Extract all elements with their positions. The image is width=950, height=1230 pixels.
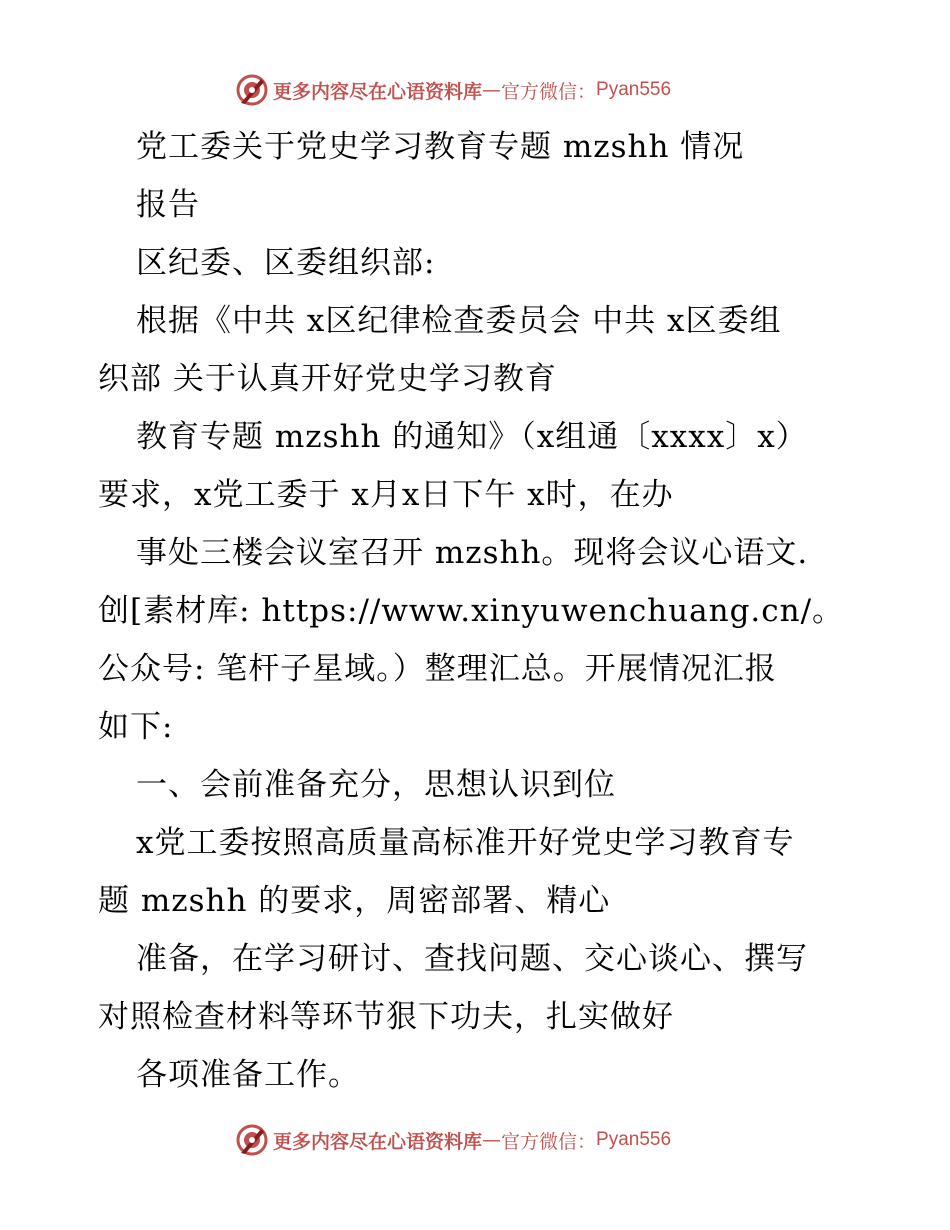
watermark-wechat-label: 官方微信：: [501, 80, 597, 103]
paragraph-line: 准备，在学习研讨、查找问题、交心谈心、撰写: [136, 941, 808, 977]
paragraph-line: 公众号: 笔杆子星域。）整理汇总。开展情况汇报: [98, 651, 777, 687]
watermark-slogan: 更多内容尽在心语资料库: [273, 80, 483, 103]
watermark-wechat-id: Pyan556: [596, 1129, 672, 1150]
paragraph-line: 根据《中共 x区纪律检查委员会 中共 x区委组: [136, 303, 782, 339]
paragraph-line: 教育专题 mzshh 的通知》（x组通〔xxxx〕x）: [136, 419, 808, 455]
section-heading: 一、会前准备充分，思想认识到位: [136, 767, 616, 803]
paragraph-line: 各项准备工作。: [136, 1057, 360, 1093]
bottom-watermark-banner: [235, 1122, 671, 1158]
document-title-line-2: 报告: [136, 187, 200, 223]
watermark-slogan: 更多内容尽在心语资料库: [273, 1130, 483, 1153]
quill-seal-icon: [235, 1123, 269, 1157]
quill-seal-icon: [235, 73, 269, 107]
document-body: [98, 118, 858, 1104]
paragraph-line: 题 mzshh 的要求，周密部署、精心: [98, 883, 611, 919]
paragraph-line: x党工委按照高质量高标准开好党史学习教育专: [136, 825, 795, 861]
watermark-dash: —: [482, 79, 502, 101]
watermark-wechat-label: 官方微信：: [501, 1130, 597, 1153]
paragraph-line: 要求，x党工委于 x月x日下午 x时，在办: [98, 477, 674, 513]
watermark-dash: —: [482, 1129, 502, 1151]
paragraph-line: 事处三楼会议室召开 mzshh。现将会议心语文.: [136, 535, 809, 571]
paragraph-line: 对照检查材料等环节狠下功夫，扎实做好: [98, 999, 674, 1035]
paragraph-line: 织部 关于认真开好党史学习教育: [98, 361, 557, 397]
document-addressee: 区纪委、区委组织部:: [136, 245, 436, 281]
paragraph-line: 如下:: [98, 709, 174, 745]
document-title-line-1: 党工委关于党史学习教育专题 mzshh 情况: [136, 129, 745, 165]
paragraph-line: 创[素材库: https://www.xinyuwenchuang.cn/。: [98, 593, 845, 629]
top-watermark-banner: [235, 72, 671, 108]
watermark-wechat-id: Pyan556: [596, 79, 672, 100]
